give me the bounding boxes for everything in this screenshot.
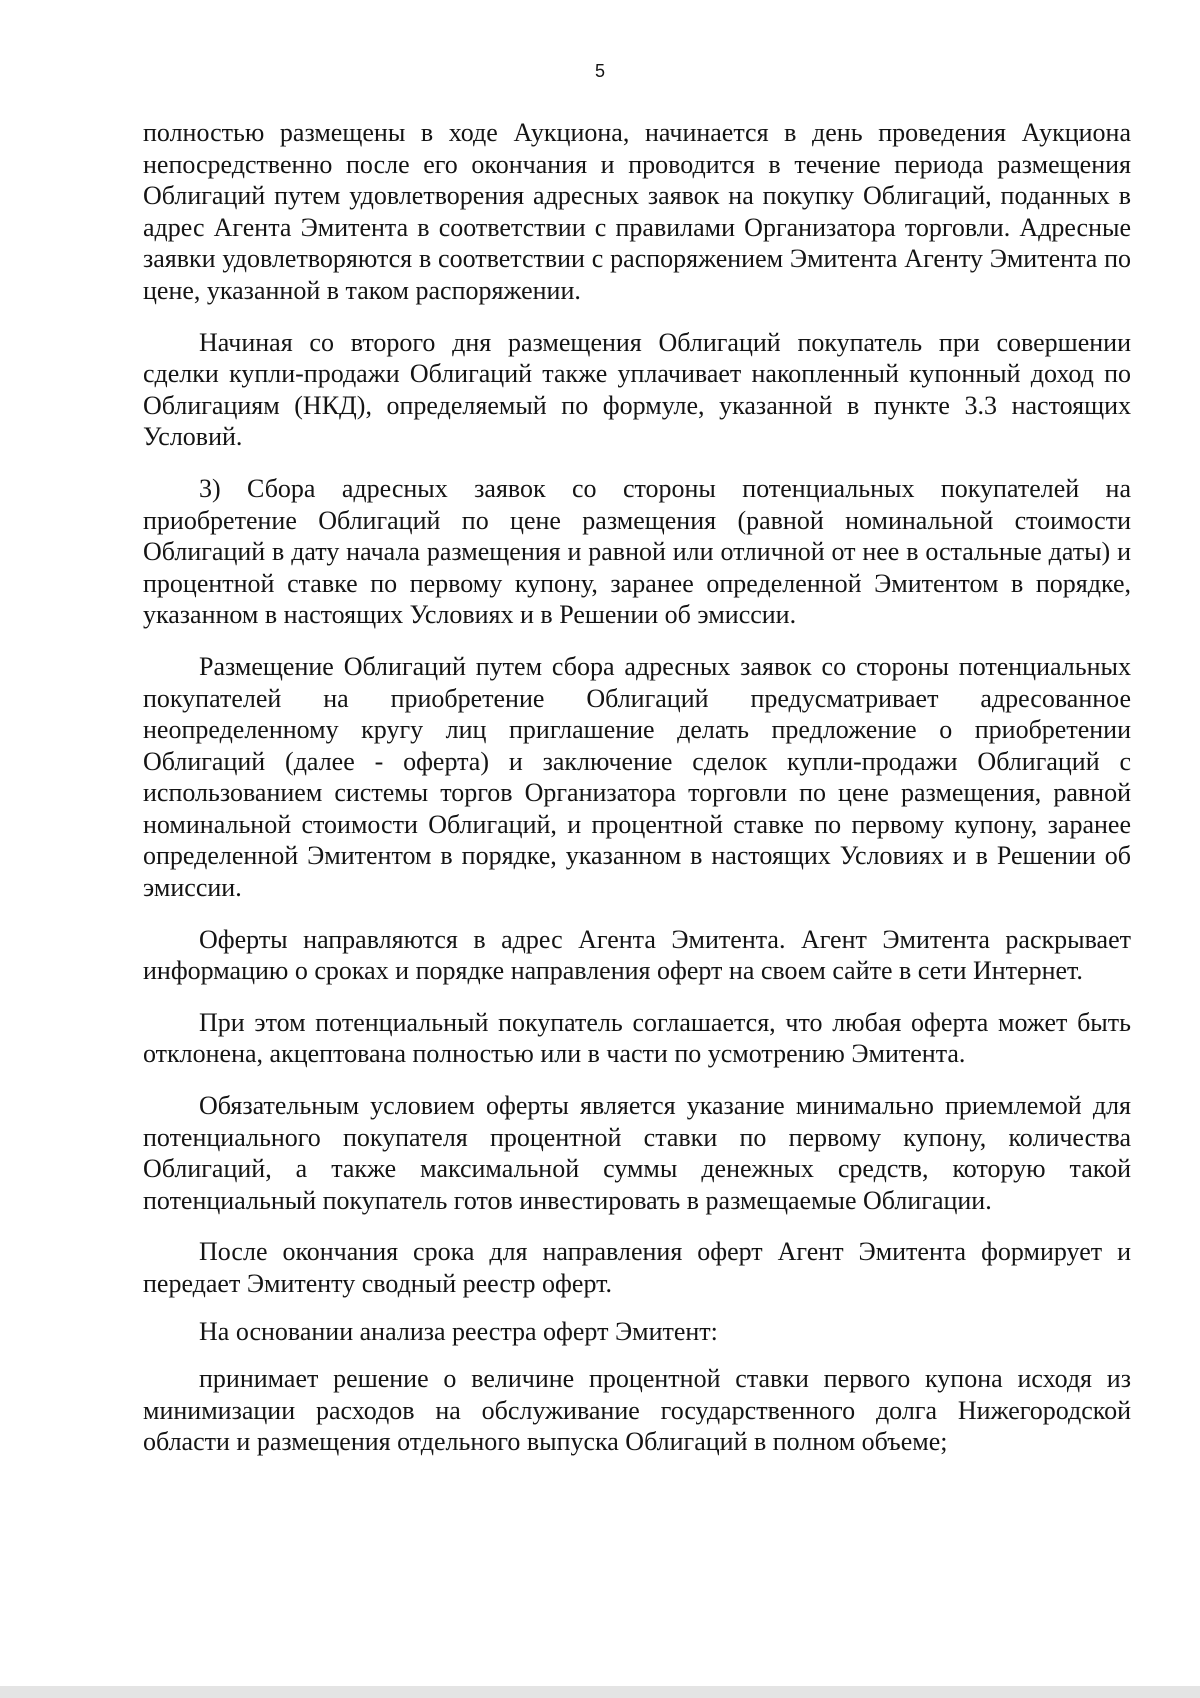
- paragraph-coupon-rate-decision: принимает решение о величине процентной ставки первого купона исходя из минимизации расходов на обслуживание государственного долга Нижегородской области и размещения отдельного выпуска Облигаций в полном объеме;: [143, 1364, 1131, 1457]
- document-body: [143, 117, 1131, 1458]
- paragraph-offer-acceptance: При этом потенциальный покупатель соглашается, что любая оферта может быть отклонена, акцептована полностью или в части по усмотрению Эмитента.: [143, 1007, 1131, 1069]
- paragraph-bid-collection: 3) Сбора адресных заявок со стороны потенциальных покупателей на приобретение Облигаций по цене размещения (равной номинальной стоимости Облигаций в дату начала размещения и равной или отличной от нее в остальные даты) и процентной ставке по первому купону, заранее определенной Эмитентом в порядке, указанном в настоящих Условиях и в Решении об эмиссии.: [143, 473, 1131, 630]
- paragraph-offers-direction: Оферты направляются в адрес Агента Эмитента. Агент Эмитента раскрывает информацию о сроках и порядке направления оферт на своем сайте в сети Интернет.: [143, 924, 1131, 986]
- page-number: 5: [594, 61, 605, 81]
- paragraph-placement-by-bids: Размещение Облигаций путем сбора адресных заявок со стороны потенциальных покупателей на приобретение Облигаций предусматривает адресованное неопределенному кругу лиц приглашение делать предложение о приобретении Облигаций (далее - оферта) и заключение сделок купли-продажи Облигаций с использованием системы торгов Организатора торговли по цене размещения, равной номинальной стоимости Облигаций, и процентной ставке по первому купону, заранее определенной Эмитентом в порядке, указанном в настоящих Условиях и в Решении об эмиссии.: [143, 651, 1131, 903]
- paragraph-auction-continuation: полностью размещены в ходе Аукциона, начинается в день проведения Аукциона непосредственно после его окончания и проводится в течение периода размещения Облигаций путем удовлетворения адресных заявок на покупку Облигаций, поданных в адрес Агента Эмитента в соответствии с правилами Организатора торговли. Адресные заявки удовлетворяются в соответствии с распоряжением Эмитента Агенту Эмитента по цене, указанной в таком распоряжении.: [143, 118, 1131, 305]
- paragraph-accrued-coupon: Начиная со второго дня размещения Облигаций покупатель при совершении сделки купли-продажи Облигаций также уплачивает накопленный купонный доход по Облигациям (НКД), определяемый по формуле, указанной в пункте 3.3 настоящих Условий.: [143, 327, 1131, 452]
- paragraph-offer-conditions: Обязательным условием оферты является указание минимально приемлемой для потенциального покупателя процентной ставки по первому купону, количества Облигаций, а также максимальной суммы денежных средств, которую такой потенциальный покупатель готов инвестировать в размещаемые Облигации.: [143, 1091, 1131, 1215]
- paragraph-register-analysis: На основании анализа реестра оферт Эмитент:: [199, 1316, 718, 1346]
- scan-bottom-edge: [0, 1686, 1200, 1698]
- paragraph-offer-register: После окончания срока для направления оферт Агент Эмитента формирует и передает Эмитенту сводный реестр оферт.: [143, 1237, 1131, 1298]
